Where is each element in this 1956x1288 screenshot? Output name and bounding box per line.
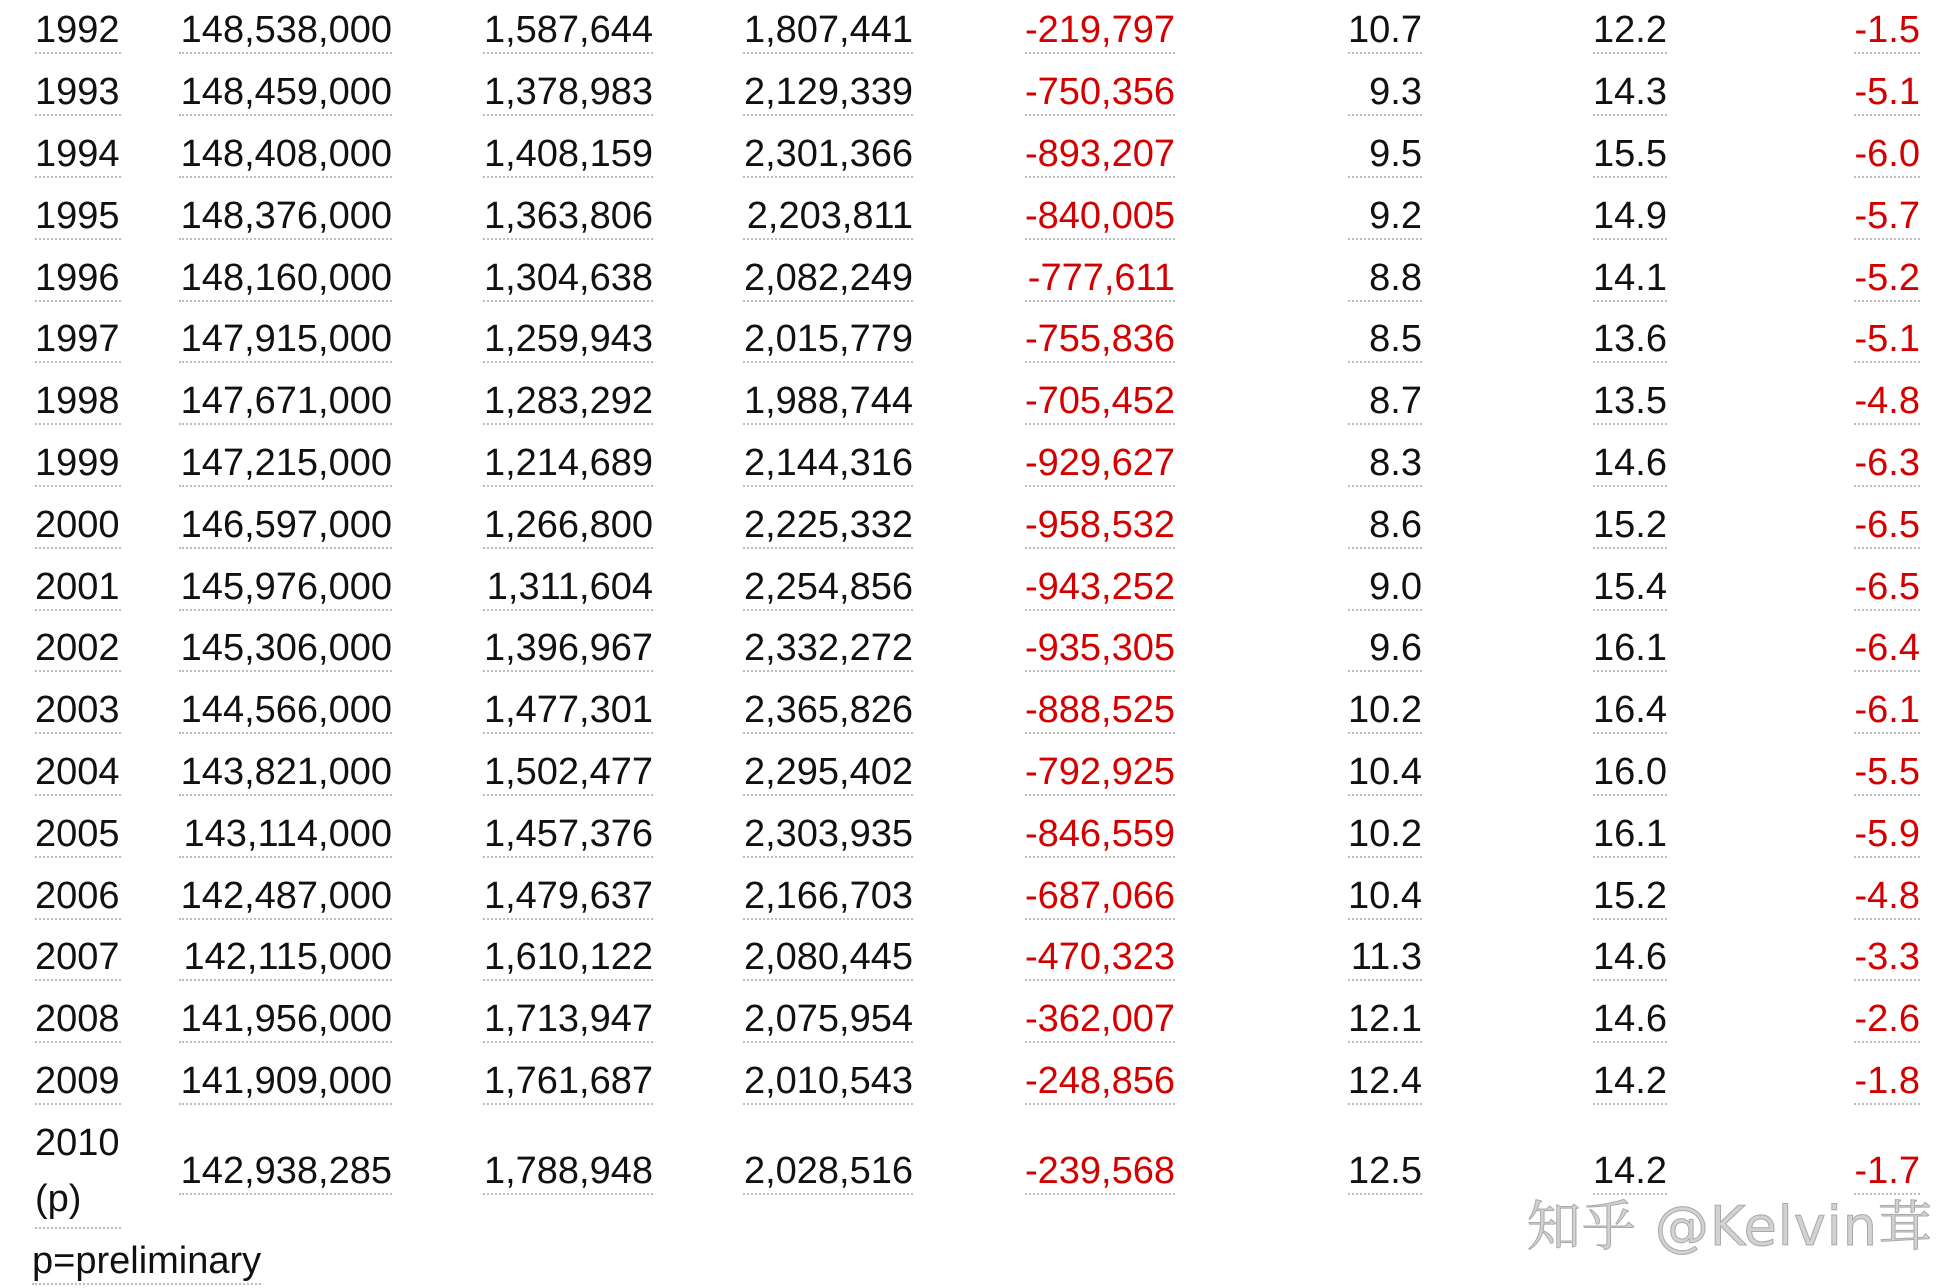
deaths-cell: 2,082,249 bbox=[743, 256, 913, 302]
births-cell: 1,479,637 bbox=[483, 874, 653, 920]
population-cell: 142,115,000 bbox=[179, 935, 392, 981]
population-cell: 147,215,000 bbox=[179, 441, 392, 487]
birth-rate-cell: 9.6 bbox=[1348, 626, 1422, 672]
natural-change-cell: -362,007 bbox=[1025, 997, 1175, 1043]
natural-change-cell: -687,066 bbox=[1025, 874, 1175, 920]
natural-change-rate-cell: -2.6 bbox=[1854, 997, 1920, 1043]
year-cell: 2001 bbox=[35, 565, 121, 611]
natural-change-rate-cell: -5.2 bbox=[1854, 256, 1920, 302]
table-row bbox=[0, 874, 1956, 936]
death-rate-cell: 16.1 bbox=[1593, 812, 1667, 858]
death-rate-cell: 15.2 bbox=[1593, 503, 1667, 549]
year-cell: 2005 bbox=[35, 812, 121, 858]
population-cell: 144,566,000 bbox=[179, 688, 392, 734]
birth-rate-cell: 10.2 bbox=[1348, 812, 1422, 858]
natural-change-cell: -248,856 bbox=[1025, 1059, 1175, 1105]
table-row bbox=[0, 256, 1956, 318]
population-cell: 143,821,000 bbox=[179, 750, 392, 796]
table-row bbox=[0, 565, 1956, 627]
table-row bbox=[0, 317, 1956, 379]
births-cell: 1,502,477 bbox=[483, 750, 653, 796]
population-cell: 148,538,000 bbox=[179, 8, 392, 54]
birth-rate-cell: 8.6 bbox=[1348, 503, 1422, 549]
year-cell: 1999 bbox=[35, 441, 121, 487]
births-cell: 1,610,122 bbox=[483, 935, 653, 981]
birth-rate-cell: 9.5 bbox=[1348, 132, 1422, 178]
year-label: 2010 bbox=[35, 1121, 120, 1164]
birth-rate-cell: 12.5 bbox=[1348, 1149, 1422, 1195]
birth-rate-cell: 8.5 bbox=[1348, 317, 1422, 363]
table-row bbox=[0, 132, 1956, 194]
natural-change-rate-cell: -5.5 bbox=[1854, 750, 1920, 796]
births-cell: 1,283,292 bbox=[483, 379, 653, 425]
death-rate-cell: 16.1 bbox=[1593, 626, 1667, 672]
year-cell: 2007 bbox=[35, 935, 121, 981]
death-rate-cell: 12.2 bbox=[1593, 8, 1667, 54]
footnote-preliminary: p=preliminary bbox=[32, 1239, 261, 1285]
births-cell: 1,408,159 bbox=[483, 132, 653, 178]
births-cell: 1,457,376 bbox=[483, 812, 653, 858]
natural-change-cell: -219,797 bbox=[1025, 8, 1175, 54]
births-cell: 1,214,689 bbox=[483, 441, 653, 487]
data-table bbox=[0, 8, 1956, 1250]
table-row bbox=[0, 750, 1956, 812]
natural-change-cell: -705,452 bbox=[1025, 379, 1175, 425]
births-cell: 1,396,967 bbox=[483, 626, 653, 672]
natural-change-rate-cell: -5.7 bbox=[1854, 194, 1920, 240]
natural-change-rate-cell: -1.5 bbox=[1854, 8, 1920, 54]
deaths-cell: 2,166,703 bbox=[743, 874, 913, 920]
year-cell: 1993 bbox=[35, 70, 121, 116]
death-rate-cell: 13.5 bbox=[1593, 379, 1667, 425]
birth-rate-cell: 8.7 bbox=[1348, 379, 1422, 425]
natural-change-cell: -777,611 bbox=[1025, 256, 1175, 302]
natural-change-cell: -792,925 bbox=[1025, 750, 1175, 796]
year-cell: 1992 bbox=[35, 8, 121, 54]
death-rate-cell: 14.6 bbox=[1593, 997, 1667, 1043]
deaths-cell: 2,332,272 bbox=[743, 626, 913, 672]
birth-rate-cell: 8.8 bbox=[1348, 256, 1422, 302]
death-rate-cell: 14.6 bbox=[1593, 441, 1667, 487]
natural-change-cell: -846,559 bbox=[1025, 812, 1175, 858]
natural-change-rate-cell: -3.3 bbox=[1854, 935, 1920, 981]
table-row bbox=[0, 688, 1956, 750]
births-cell: 1,587,644 bbox=[483, 8, 653, 54]
deaths-cell: 2,295,402 bbox=[743, 750, 913, 796]
deaths-cell: 2,225,332 bbox=[743, 503, 913, 549]
table-row bbox=[0, 997, 1956, 1059]
deaths-cell: 2,080,445 bbox=[743, 935, 913, 981]
births-cell: 1,761,687 bbox=[483, 1059, 653, 1105]
births-cell: 1,304,638 bbox=[483, 256, 653, 302]
natural-change-cell: -958,532 bbox=[1025, 503, 1175, 549]
natural-change-rate-cell: -6.1 bbox=[1854, 688, 1920, 734]
natural-change-rate-cell: -1.8 bbox=[1854, 1059, 1920, 1105]
natural-change-cell: -239,568 bbox=[1025, 1149, 1175, 1195]
population-cell: 142,938,285 bbox=[179, 1149, 392, 1195]
deaths-cell: 2,203,811 bbox=[743, 194, 913, 240]
table-row bbox=[0, 935, 1956, 997]
year-cell bbox=[35, 1115, 121, 1229]
natural-change-cell: -840,005 bbox=[1025, 194, 1175, 240]
table-row bbox=[0, 503, 1956, 565]
natural-change-cell: -750,356 bbox=[1025, 70, 1175, 116]
births-cell: 1,713,947 bbox=[483, 997, 653, 1043]
table-row bbox=[0, 8, 1956, 70]
population-cell: 147,671,000 bbox=[179, 379, 392, 425]
natural-change-rate-cell: -6.4 bbox=[1854, 626, 1920, 672]
watermark: 知乎 @Kelvin茸 bbox=[1526, 1195, 1933, 1258]
death-rate-cell: 16.0 bbox=[1593, 750, 1667, 796]
birth-rate-cell: 9.0 bbox=[1348, 565, 1422, 611]
population-cell: 142,487,000 bbox=[179, 874, 392, 920]
year-cell: 2004 bbox=[35, 750, 121, 796]
birth-rate-cell: 10.7 bbox=[1348, 8, 1422, 54]
deaths-cell: 1,807,441 bbox=[743, 8, 913, 54]
population-cell: 145,976,000 bbox=[179, 565, 392, 611]
death-rate-cell: 13.6 bbox=[1593, 317, 1667, 363]
year-cell: 2006 bbox=[35, 874, 121, 920]
death-rate-cell: 14.6 bbox=[1593, 935, 1667, 981]
births-cell: 1,378,983 bbox=[483, 70, 653, 116]
death-rate-cell: 14.3 bbox=[1593, 70, 1667, 116]
deaths-cell: 2,028,516 bbox=[743, 1149, 913, 1195]
birth-rate-cell: 11.3 bbox=[1348, 935, 1422, 981]
natural-change-cell: -943,252 bbox=[1025, 565, 1175, 611]
birth-rate-cell: 12.4 bbox=[1348, 1059, 1422, 1105]
natural-change-rate-cell: -4.8 bbox=[1854, 379, 1920, 425]
population-cell: 148,376,000 bbox=[179, 194, 392, 240]
table-row bbox=[0, 441, 1956, 503]
year-cell: 2003 bbox=[35, 688, 121, 734]
year-cell: 1998 bbox=[35, 379, 121, 425]
population-cell: 148,160,000 bbox=[179, 256, 392, 302]
births-cell: 1,477,301 bbox=[483, 688, 653, 734]
natural-change-cell: -929,627 bbox=[1025, 441, 1175, 487]
birth-rate-cell: 8.3 bbox=[1348, 441, 1422, 487]
population-cell: 147,915,000 bbox=[179, 317, 392, 363]
year-cell: 1994 bbox=[35, 132, 121, 178]
deaths-cell: 1,988,744 bbox=[743, 379, 913, 425]
birth-rate-cell: 12.1 bbox=[1348, 997, 1422, 1043]
table-row bbox=[0, 194, 1956, 256]
natural-change-rate-cell: -6.3 bbox=[1854, 441, 1920, 487]
deaths-cell: 2,254,856 bbox=[743, 565, 913, 611]
births-cell: 1,311,604 bbox=[483, 565, 653, 611]
natural-change-rate-cell: -1.7 bbox=[1854, 1149, 1920, 1195]
natural-change-cell: -470,323 bbox=[1025, 935, 1175, 981]
natural-change-cell: -888,525 bbox=[1025, 688, 1175, 734]
year-cell: 2008 bbox=[35, 997, 121, 1043]
deaths-cell: 2,303,935 bbox=[743, 812, 913, 858]
death-rate-cell: 15.2 bbox=[1593, 874, 1667, 920]
birth-rate-cell: 10.2 bbox=[1348, 688, 1422, 734]
deaths-cell: 2,075,954 bbox=[743, 997, 913, 1043]
natural-change-rate-cell: -4.8 bbox=[1854, 874, 1920, 920]
natural-change-rate-cell: -5.1 bbox=[1854, 70, 1920, 116]
births-cell: 1,788,948 bbox=[483, 1149, 653, 1195]
death-rate-cell: 14.2 bbox=[1593, 1149, 1667, 1195]
death-rate-cell: 14.1 bbox=[1593, 256, 1667, 302]
year-cell: 2002 bbox=[35, 626, 121, 672]
year-cell: 1997 bbox=[35, 317, 121, 363]
population-cell: 148,459,000 bbox=[179, 70, 392, 116]
deaths-cell: 2,144,316 bbox=[743, 441, 913, 487]
table-row bbox=[0, 812, 1956, 874]
deaths-cell: 2,010,543 bbox=[743, 1059, 913, 1105]
year-cell: 1995 bbox=[35, 194, 121, 240]
natural-change-cell: -935,305 bbox=[1025, 626, 1175, 672]
death-rate-cell: 14.2 bbox=[1593, 1059, 1667, 1105]
year-cell: 1996 bbox=[35, 256, 121, 302]
births-cell: 1,259,943 bbox=[483, 317, 653, 363]
deaths-cell: 2,129,339 bbox=[743, 70, 913, 116]
year-cell: 2009 bbox=[35, 1059, 121, 1105]
death-rate-cell: 15.4 bbox=[1593, 565, 1667, 611]
natural-change-rate-cell: -5.1 bbox=[1854, 317, 1920, 363]
population-cell: 145,306,000 bbox=[179, 626, 392, 672]
births-cell: 1,363,806 bbox=[483, 194, 653, 240]
death-rate-cell: 14.9 bbox=[1593, 194, 1667, 240]
year-note: (p) bbox=[35, 1177, 82, 1220]
birth-rate-cell: 9.3 bbox=[1348, 70, 1422, 116]
natural-change-rate-cell: -6.5 bbox=[1854, 565, 1920, 611]
population-cell: 148,408,000 bbox=[179, 132, 392, 178]
births-cell: 1,266,800 bbox=[483, 503, 653, 549]
table-row bbox=[0, 626, 1956, 688]
deaths-cell: 2,365,826 bbox=[743, 688, 913, 734]
birth-rate-cell: 10.4 bbox=[1348, 750, 1422, 796]
deaths-cell: 2,015,779 bbox=[743, 317, 913, 363]
natural-change-rate-cell: -6.0 bbox=[1854, 132, 1920, 178]
population-cell: 141,956,000 bbox=[179, 997, 392, 1043]
table-row bbox=[0, 70, 1956, 132]
death-rate-cell: 15.5 bbox=[1593, 132, 1667, 178]
natural-change-rate-cell: -6.5 bbox=[1854, 503, 1920, 549]
natural-change-cell: -893,207 bbox=[1025, 132, 1175, 178]
natural-change-cell: -755,836 bbox=[1025, 317, 1175, 363]
birth-rate-cell: 10.4 bbox=[1348, 874, 1422, 920]
table-row bbox=[0, 379, 1956, 441]
year-cell: 2000 bbox=[35, 503, 121, 549]
population-cell: 141,909,000 bbox=[179, 1059, 392, 1105]
table-row bbox=[0, 1059, 1956, 1121]
natural-change-rate-cell: -5.9 bbox=[1854, 812, 1920, 858]
birth-rate-cell: 9.2 bbox=[1348, 194, 1422, 240]
population-cell: 143,114,000 bbox=[179, 812, 392, 858]
deaths-cell: 2,301,366 bbox=[743, 132, 913, 178]
death-rate-cell: 16.4 bbox=[1593, 688, 1667, 734]
population-cell: 146,597,000 bbox=[179, 503, 392, 549]
